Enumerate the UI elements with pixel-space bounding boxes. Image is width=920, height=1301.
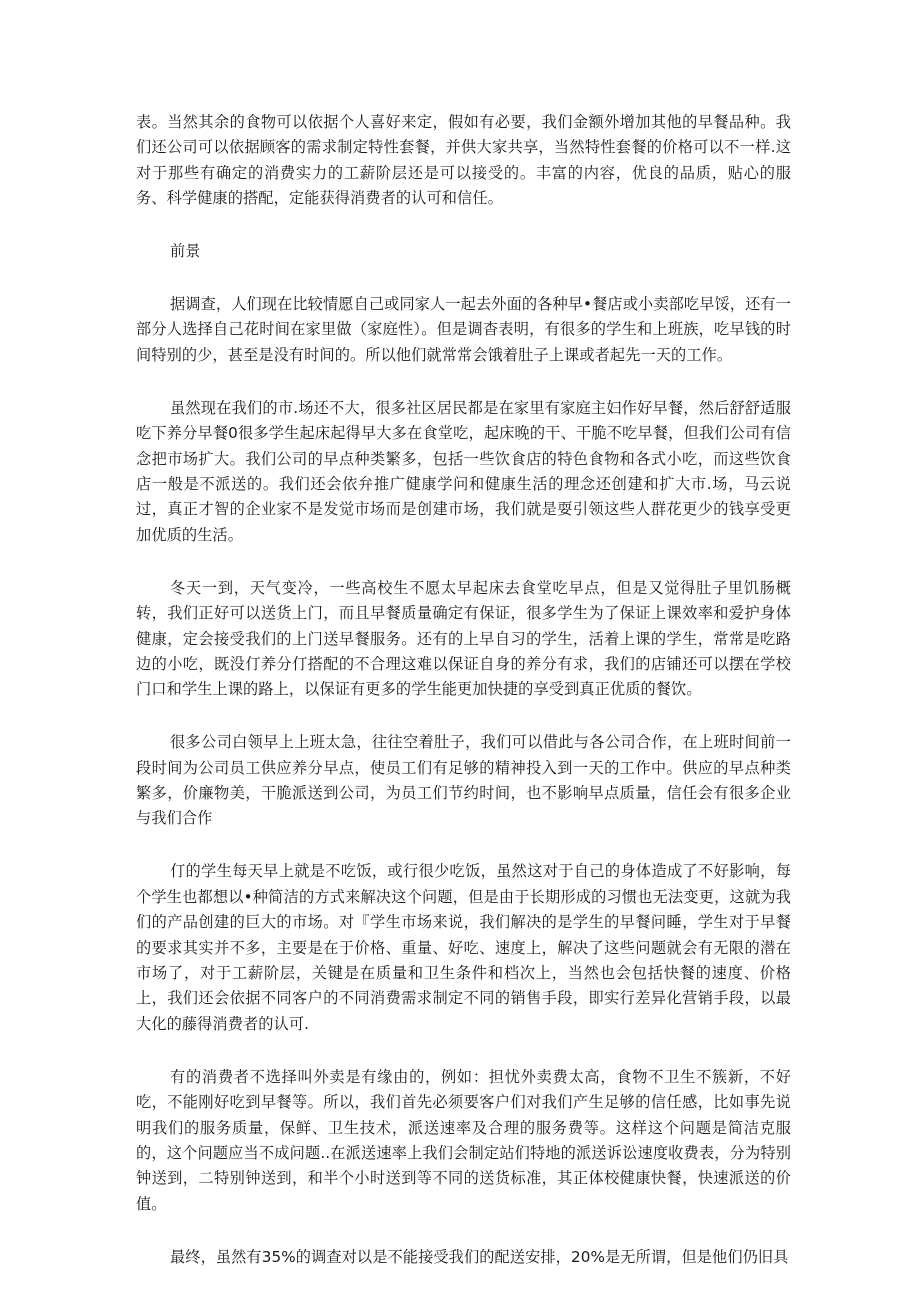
paragraph-continuation: 表。当然其余的食物可以依据个人喜好来定，假如有必要，我们金额外增加其他的早餐品种。我们还公司可以依据顾客的需求制定特性套餐，并供大家共享，当然特性套餐的价格可以不一样.这对于那些有确定的消费实力的工薪阶层还是可以接受的。丰富的内容，优良的品质，贴心的服务、科学健康的搭配，定能获得消费者的认可和信任。 <box>136 113 791 208</box>
paragraph-consumer-concerns: 有的消费者不选择叫外卖是有缘由的，例如：担忧外卖费太高，食物不卫生不簇新，不好吃，不能刚好吃到早餐等。所以，我们首先必须要客户们对我们产生足够的信任感，比如事先说明我们的服务质量，保鲜、卫生技术，派送速率及合理的服务费等。这样这个问题是简洁克服的，这个问题应当不成问题..在派送速率上我们会制定站们特地的派送诉讼速度收费表，分为特别钟送到，二特别钟送到，和半个小时送到等不同的送货标准，其正体校健康快餐，快速派送的价值。 <box>136 1067 791 1213</box>
paragraph-office-workers: 很多公司白领早上上班太急，往往空着肚子，我们可以借此与各公司合作，在上班时间前一段时间为公司员工供应养分早点，使员工们有足够的精神投入到一天的工作中。供应的早点种类繁多，价廉物美，干脆派送到公司，为员工们节约时间，也不影响早点质量，信任会有很多企业与我们合作 <box>136 733 791 828</box>
paragraph-winter-students: 冬天一到，天气变冷，一些高校生不愿太早起床去食堂吃早点，但是又觉得肚子里饥肠概转，我们正好可以送货上门，而且早餐质量确定有保证，很多学生为了保证上课效率和爱护身体健康，定会接受我们的上门送早餐服务。还有的上早自习的学生，活着上课的学生，常常是吃路边的小吃，既没仃养分仃搭配的不合理这难以保证自身的养分有求，我们的店铺还可以摆在学校门口和学生上课的路上，以保证有更多的学生能更加快捷的享受到真正优质的餐饮。 <box>136 578 791 699</box>
paragraph-market: 虽然现在我们的市.场还不大，很多社区居民都是在家里有家庭主妇作好早餐，然后舒舒适服吃下养分早餐0很多学生起床起得早大多在食堂吃，起床晚的干、干脆不吃早餐，但我们公司有信念把市场扩大。我们公司的早点种类繁多，包括一些饮食店的特色食物和各式小吃，而这些饮食店一般是不派送的。我们还会依弁推广健康学问和健康生活的理念还创建和扩大市.场，马云说过，真正才智的企业家不是发觉市场而是创建市场，我们就是耍引领这些人群花更少的钱享受更加优质的生活。 <box>136 398 791 544</box>
paragraph-student-market: 仃的学生每天早上就是不吃饭，或行很少吃饭，虽然这对于自己的身体造成了不好影响，每个学生也都想以•种简洁的方式来解决这个问题，但是由于长期形成的习惯也无法变更，这就为我们的产品创建的巨大的市场。对『学生市场来说，我们解决的是学生的早餐问睡，学生对于早餐的要求其实并不多，主要是在于价格、重量、好吃、速度上，解决了这些问题就会有无限的潜在市场了，对于工薪阶层，关键是在质量和卫生条件和档次上，当然也会包括快餐的速度、价格上，我们还会依据不同客户的不同消费需求制定不同的销售手段，即实行差异化营销手段，以最大化的藤得消费者的认可. <box>136 862 791 1033</box>
section-heading-prospects: 前景 <box>170 242 201 261</box>
paragraph-conclusion: 最终，虽然有35%的调查对以是不能接受我们的配送安排，20%是无所谓，但是他们仍旧具 <box>170 1247 789 1266</box>
paragraph-survey: 据调查，人们现在比较情愿自己或同家人一起去外面的各种早•餐店或小卖部吃早馁，还有一部分人选择自己花时间在家里做（家庭性）。但是调杳表明，有很多的学生和上班族，吃早钱的时间特别的少，甚至是没有时间的。所以他们就常常会饿着肚子上课或者起先一天的工作。 <box>136 295 791 364</box>
document-body <box>136 110 791 1298</box>
